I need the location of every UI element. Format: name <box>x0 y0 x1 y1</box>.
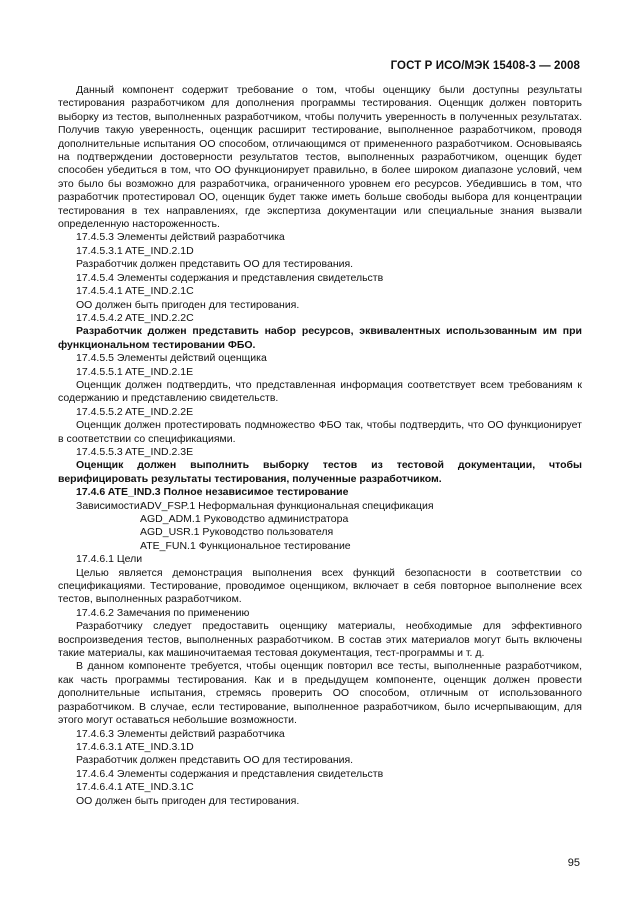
section-heading: 17.4.6.3 Элементы действий разработчика <box>76 727 285 740</box>
element-id: 17.4.5.4.1 ATE_IND.2.1C <box>76 285 194 298</box>
element-id: 17.4.5.5.3 ATE_IND.2.3E <box>76 445 194 458</box>
section-heading: 17.4.6.4 Элементы содержания и представления свидетельств <box>76 767 384 780</box>
dependencies-block <box>58 500 582 554</box>
element-id: 17.4.5.3.1 ATE_IND.2.1D <box>76 244 194 257</box>
element-id: 17.4.5.5.2 ATE_IND.2.2E <box>76 405 194 418</box>
dependency-item: ATE_FUN.1 Функциональное тестирование <box>140 539 351 552</box>
page-body <box>58 84 582 808</box>
page-number: 95 <box>567 857 580 869</box>
bold-requirement: Разработчик должен представить набор ресурсов, эквивалентных использованным им при функциональном тестировании ФБО. <box>58 325 582 351</box>
element-text: Разработчик должен представить ОО для тестирования. <box>76 258 354 271</box>
element-text: Разработчик должен представить ОО для тестирования. <box>76 754 354 767</box>
paragraph: Оценщик должен протестировать подмножество ФБО так, чтобы подтвердить, что ОО функционирует в соответствии со спецификациями. <box>58 419 582 445</box>
element-id: 17.4.6.3.1 ATE_IND.3.1D <box>76 740 194 753</box>
dependencies-label: Зависимости: <box>76 499 143 512</box>
section-heading: 17.4.5.4 Элементы содержания и представления свидетельств <box>76 271 384 284</box>
element-id: 17.4.5.5.1 ATE_IND.2.1E <box>76 365 194 378</box>
paragraph: Данный компонент содержит требование о том, чтобы оценщику были доступны результаты тестирования разработчиком для дополнения программы тестирования. Оценщик должен повторить выборку из тестов, выполненных разработчиком, чтобы получить уверенность в полученных результатах. Получив такую уверенность, оценщик расширит тестирование, выполненное разработчиком, проводя дополнительные испытания ОО способом, отличающимся от примененного разработчиком. Основываясь на подтверждении достоверности результатов тестов, выполненных разработчиком, оценщик будет способен убедиться в том, что ОО функционирует правильно, в более широком диапазоне условий, чем это было бы возможно для разработчика, ограниченного уровнем его ресурсов. Убедившись в том, что разработчик протестировал ОО, оценщик будет также иметь больше свободы выбора для концентрации тестирования в тех направлениях, где экспертиза документации или специальные знания вызвали определенную настороженность. <box>58 84 582 231</box>
element-id: 17.4.6.4.1 ATE_IND.3.1C <box>76 781 194 794</box>
paragraph: Разработчику следует предоставить оценщику материалы, необходимые для эффективного воспроизведения тестов, выполненных разработчиком. В состав этих материалов могут быть включены такие материалы, как машиночитаемая тестовая документация, тест-программы и т. д. <box>58 620 582 660</box>
dependency-item: ADV_FSP.1 Неформальная функциональная спецификация <box>140 499 434 512</box>
document-header: ГОСТ Р ИСО/МЭК 15408-3 — 2008 <box>390 60 580 72</box>
bold-requirement: Оценщик должен выполнить выборку тестов из тестовой документации, чтобы верифицировать результаты тестирования, полученные разработчиком. <box>58 459 582 485</box>
element-id: 17.4.5.4.2 ATE_IND.2.2C <box>76 311 194 324</box>
element-text: ОО должен быть пригоден для тестирования. <box>76 298 300 311</box>
section-heading: 17.4.5.5 Элементы действий оценщика <box>76 352 267 365</box>
section-heading: 17.4.6.2 Замечания по применению <box>76 606 250 619</box>
component-heading: 17.4.6 ATE_IND.3 Полное независимое тестирование <box>76 486 349 499</box>
dependency-item: AGD_ADM.1 Руководство администратора <box>140 513 349 525</box>
paragraph: Оценщик должен подтвердить, что представленная информация соответствует всем требованиям к содержанию и представлению свидетельств. <box>58 378 582 405</box>
section-heading: 17.4.5.3 Элементы действий разработчика <box>76 231 285 244</box>
paragraph: Целью является демонстрация выполнения всех функций безопасности в соответствии со спецификациями. Тестирование, проводимое оценщиком, включает в себя повторное выполнение всех тестов, выполненных разработчиком. <box>58 566 582 606</box>
element-text: ОО должен быть пригоден для тестирования. <box>76 794 300 807</box>
paragraph: В данном компоненте требуется, чтобы оценщик повторил все тесты, выполненные разработчиком, как часть программы тестирования. Как и в предыдущем компоненте, оценщик должен провести дополнительные испытания, стремясь проверить ОО способом, отличным от использованного разработчиком. В случае, если тестирование, выполненное разработчиком, было исчерпывающим, для этого могут оставаться небольшие возможности. <box>58 660 582 727</box>
dependency-item: AGD_USR.1 Руководство пользователя <box>140 526 334 539</box>
section-heading: 17.4.6.1 Цели <box>76 553 143 566</box>
